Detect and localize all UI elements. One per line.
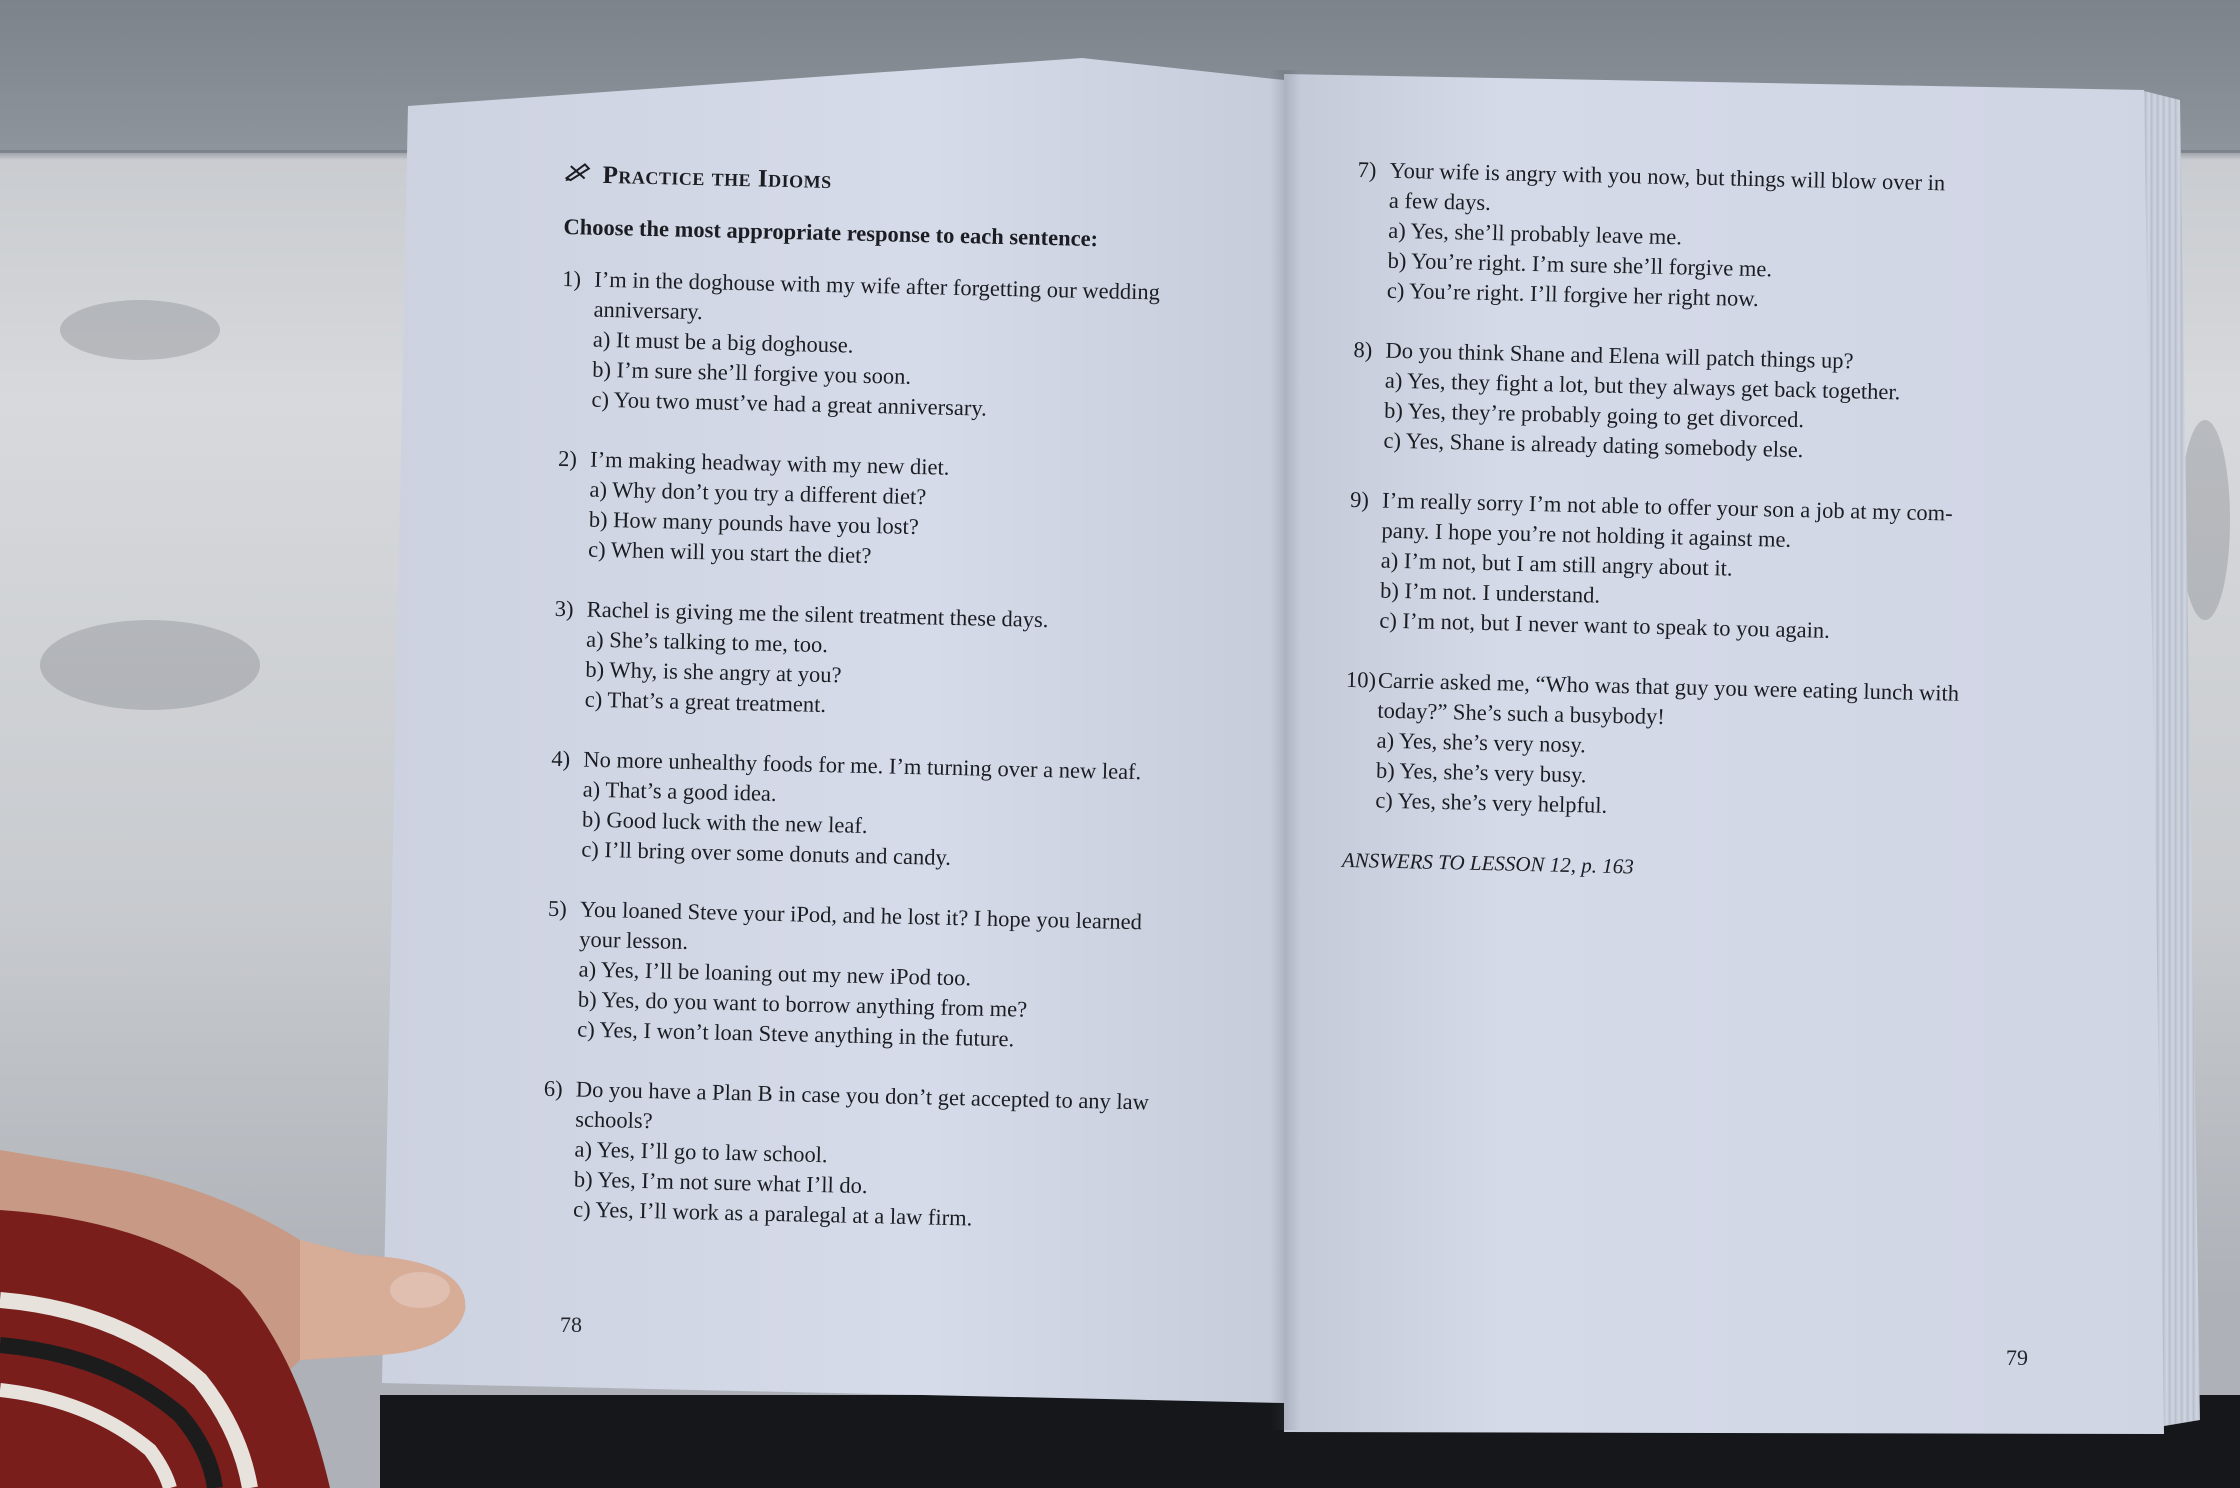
question-text: Do you think Shane and Elena will patch things up? xyxy=(1385,337,1854,374)
answer-option: b) Yes, she’s very busy. xyxy=(1375,757,1587,788)
answer-option: b) Why, is she angry at you? xyxy=(585,656,842,688)
question-text: No more unhealthy foods for me. I’m turning over a new leaf. xyxy=(583,746,1142,785)
answer-option: c) Yes, Shane is already dating somebody else. xyxy=(1383,427,1804,463)
answer-option: c) Yes, she’s very helpful. xyxy=(1375,787,1608,818)
question-number: 3) xyxy=(554,595,574,622)
question-item xyxy=(552,594,1235,729)
answer-option: a) Yes, she’ll probably leave me. xyxy=(1388,217,1683,250)
instruction: Choose the most appropriate response to each sentence: xyxy=(563,213,1099,252)
question-text: Do you have a Plan B in case you don’t get accepted to any law xyxy=(575,1076,1150,1115)
question-text: I’m in the doghouse with my wife after forgetting our wedding xyxy=(594,266,1161,305)
question-text: I’m making headway with my new diet. xyxy=(589,446,950,480)
page-number-left: 78 xyxy=(560,1312,582,1337)
question-item xyxy=(1351,335,2034,470)
answer-option: a) That’s a good idea. xyxy=(582,776,777,806)
answer-option: a) Yes, I’ll be loaning out my new iPod too. xyxy=(578,956,972,991)
question-list xyxy=(1343,155,2038,830)
question-number: 10) xyxy=(1345,666,1377,693)
answer-option: a) Yes, she’s very nosy. xyxy=(1376,727,1587,758)
question-text: today?” She’s such a busybody! xyxy=(1377,697,1666,730)
question-item xyxy=(545,894,1228,1059)
question-number: 1) xyxy=(562,265,582,292)
question-text: Rachel is giving me the silent treatment these days. xyxy=(586,596,1049,633)
answer-option: b) Yes, they’re probably going to get divorced. xyxy=(1383,397,1805,433)
question-number xyxy=(561,294,594,325)
question-text: Carrie asked me, “Who was that guy you were eating lunch with xyxy=(1377,667,1960,706)
pencil-icon xyxy=(564,160,591,191)
answer-option: c) I’ll bring over some donuts and candy. xyxy=(581,836,952,870)
question-number xyxy=(547,924,580,955)
question-text: You loaned Steve your iPod, and he lost it? I hope you learned xyxy=(579,896,1143,935)
question-item xyxy=(1347,485,2030,650)
answer-option: a) She’s talking to me, too. xyxy=(585,626,829,658)
answer-option: b) Yes, I’m not sure what I’ll do. xyxy=(573,1166,868,1199)
question-number: 8) xyxy=(1353,336,1373,363)
page-number-right: 79 xyxy=(2006,1345,2028,1370)
answer-option: b) Good luck with the new leaf. xyxy=(581,806,868,839)
question-text: a few days. xyxy=(1388,187,1492,216)
wall-stain xyxy=(2180,420,2230,620)
question-item xyxy=(1355,155,2038,320)
question-item xyxy=(1343,665,2026,830)
question-text: schools? xyxy=(574,1106,654,1134)
answer-option: a) It must be a big doghouse. xyxy=(592,326,854,358)
answer-option: a) Yes, they fight a lot, but they always get back together. xyxy=(1384,367,1901,405)
question-item xyxy=(541,1074,1224,1239)
hand-holding-book xyxy=(0,1150,470,1488)
question-number: 7) xyxy=(1357,156,1377,183)
question-number: 9) xyxy=(1349,486,1370,513)
question-text: anniversary. xyxy=(593,296,704,325)
question-number: 4) xyxy=(551,745,571,772)
answer-option: b) I’m not. I understand. xyxy=(1379,577,1601,608)
answer-option: c) Yes, I won’t loan Steve anything in the future. xyxy=(577,1016,1015,1052)
answer-option: b) I’m sure she’ll forgive you soon. xyxy=(591,356,912,389)
question-number xyxy=(1345,695,1378,726)
answer-option: c) I’m not, but I never want to speak to you again. xyxy=(1379,607,1831,643)
answer-option: b) Yes, do you want to borrow anything from me? xyxy=(577,986,1028,1022)
heading-text: Practice the Idioms xyxy=(602,161,832,195)
question-number xyxy=(1357,185,1390,216)
answer-option: b) How many pounds have you lost? xyxy=(588,506,920,540)
question-text: pany. I hope you’re not holding it against me. xyxy=(1381,517,1792,552)
question-item xyxy=(559,264,1242,429)
answers-reference: ANSWERS TO LESSON 12, p. 163 xyxy=(1341,847,1635,879)
question-number: 6) xyxy=(543,1075,563,1102)
answer-option: a) I’m not, but I am still angry about it. xyxy=(1380,547,1733,581)
question-list xyxy=(541,264,1243,1239)
left-page-content xyxy=(540,160,1245,1269)
question-number: 5) xyxy=(547,895,568,922)
question-text: I’m really sorry I’m not able to offer your son a job at my com- xyxy=(1381,487,1954,526)
answer-option: c) When will you start the diet? xyxy=(587,536,872,569)
question-number xyxy=(1349,515,1382,546)
answer-option: a) Why don’t you try a different diet? xyxy=(589,476,927,510)
answer-option: a) Yes, I’ll go to law school. xyxy=(574,1136,828,1168)
answer-option: c) You two must’ve had a great anniversary. xyxy=(591,386,988,421)
question-text: Your wife is angry with you now, but things will blow over in xyxy=(1389,157,1946,196)
question-text: your lesson. xyxy=(579,926,689,954)
question-item xyxy=(549,744,1232,879)
answer-option: c) Yes, I’ll work as a paralegal at a law firm. xyxy=(572,1196,973,1231)
book-gutter xyxy=(1270,70,1300,1430)
wall-stain xyxy=(40,620,260,710)
question-number: 2) xyxy=(557,445,578,472)
question-number xyxy=(543,1104,576,1135)
question-item xyxy=(556,444,1239,579)
answer-option: b) You’re right. I’m sure she’ll forgive me. xyxy=(1387,247,1773,282)
answer-option: c) You’re right. I’ll forgive her right now. xyxy=(1386,277,1759,312)
right-page-content xyxy=(1342,155,2038,890)
answer-option: c) That’s a great treatment. xyxy=(584,686,827,718)
wall-stain xyxy=(60,300,220,360)
